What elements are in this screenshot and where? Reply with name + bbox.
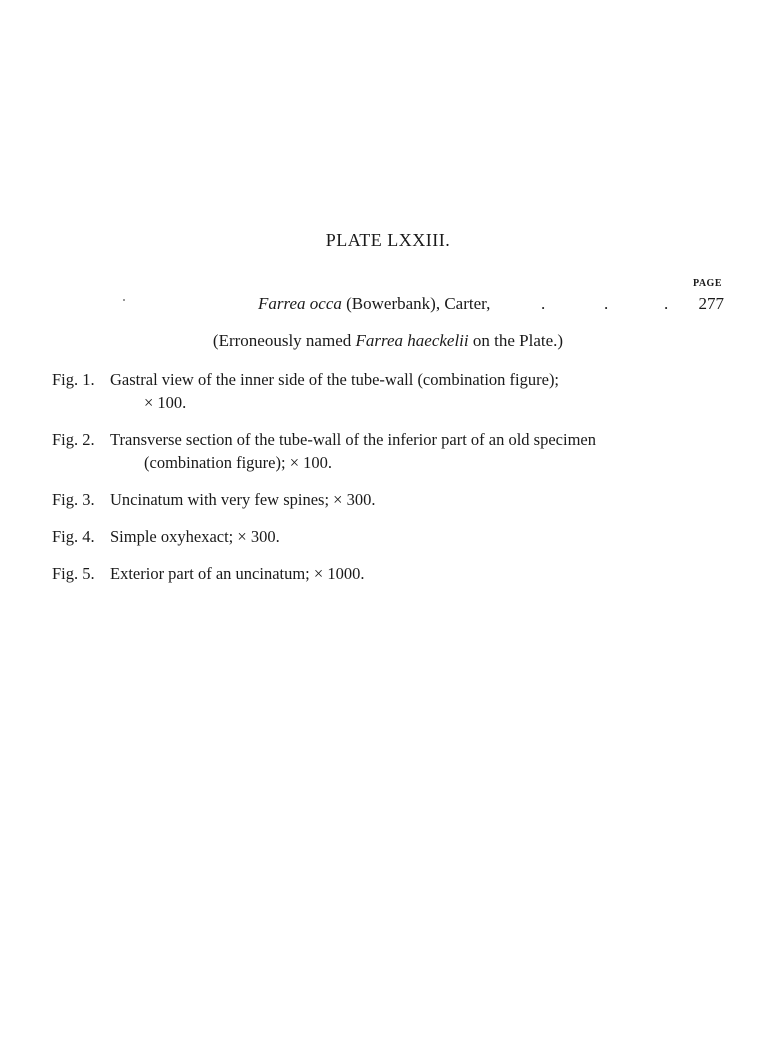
note-suffix: on the Plate.) — [468, 331, 564, 350]
figure-label: Fig. 2. — [52, 430, 95, 449]
species-authors: (Bowerbank), Carter, — [346, 294, 491, 313]
figure-caption-continuation: (combination figure); × 100. — [144, 453, 333, 472]
species-entry — [258, 294, 724, 314]
plate-title: PLATE LXXIII. — [325, 230, 451, 250]
species-name: Farrea occa — [258, 294, 342, 313]
figure-caption-line: Exterior part of an uncinatum; × 1000. — [110, 564, 365, 583]
figure-caption-line: Uncinatum with very few spines; × 300. — [110, 490, 376, 509]
note-prefix: (Erroneously named — [212, 331, 356, 350]
print-speck — [123, 299, 125, 301]
leader-dot: . — [604, 294, 609, 313]
figure-entry — [52, 368, 732, 414]
figure-caption-continuation: × 100. — [144, 393, 187, 412]
species-page-number: 277 — [698, 294, 724, 313]
figure-caption — [110, 562, 732, 585]
figure-entry — [52, 562, 732, 585]
figure-list — [52, 368, 732, 599]
note-italic-name: Farrea haeckelii — [355, 331, 469, 350]
figure-label: Fig. 3. — [52, 490, 95, 509]
figure-caption — [110, 525, 732, 548]
figure-caption-line: Simple oxyhexact; × 300. — [110, 527, 280, 546]
figure-caption-line: Transverse section of the tube-wall of the inferior part of an old specimen — [110, 430, 596, 449]
figure-caption — [110, 488, 732, 511]
figure-caption — [110, 368, 732, 414]
leader-dot: . — [541, 294, 546, 313]
page-column-heading: PAGE — [692, 278, 722, 289]
figure-label: Fig. 1. — [52, 370, 95, 389]
erratum-note — [0, 331, 776, 351]
figure-caption-line: Gastral view of the inner side of the tube-wall (combination figure); — [110, 370, 560, 389]
leader-dot: . — [664, 294, 669, 313]
figure-entry — [52, 488, 732, 511]
figure-entry — [52, 525, 732, 548]
figure-label: Fig. 5. — [52, 564, 95, 583]
figure-entry — [52, 428, 732, 474]
figure-caption — [110, 428, 732, 474]
figure-label: Fig. 4. — [52, 527, 95, 546]
